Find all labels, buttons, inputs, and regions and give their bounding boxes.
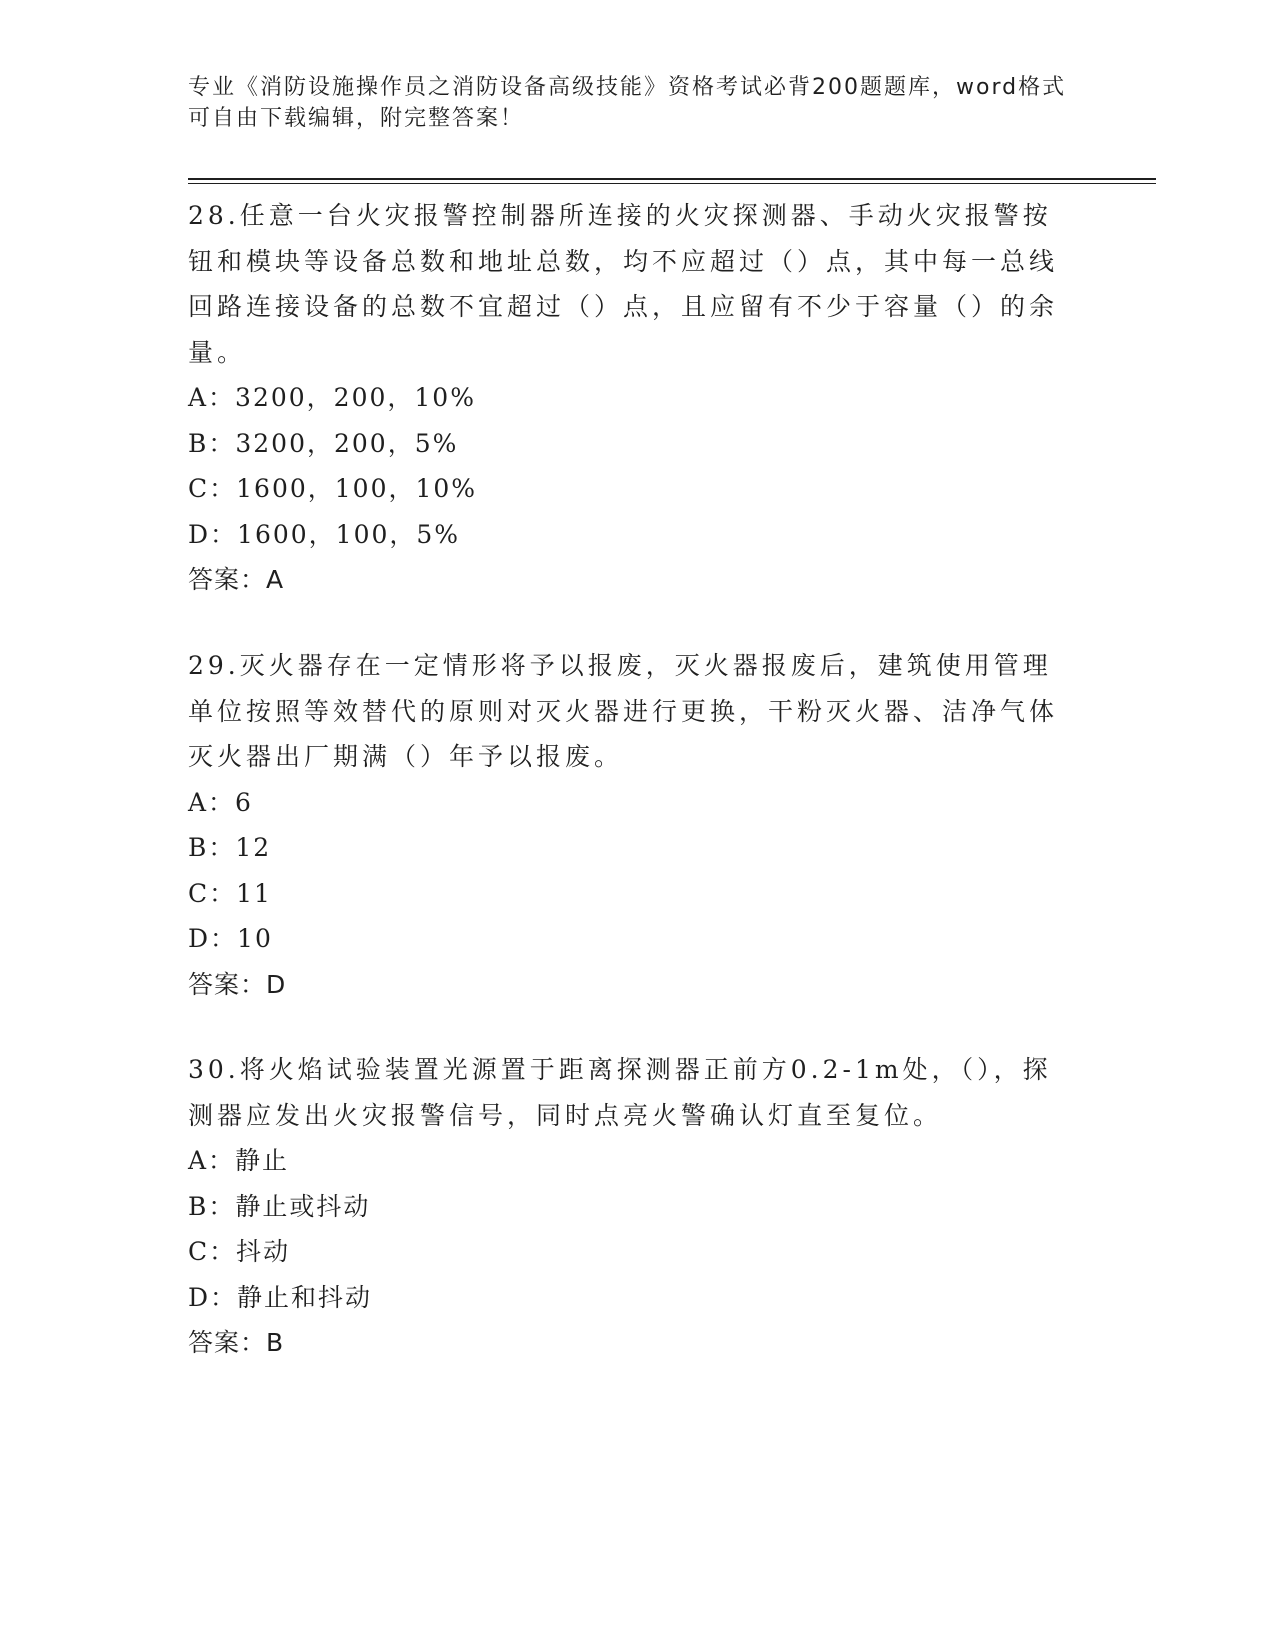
answer: 答案：A (188, 565, 285, 594)
option-c: C：抖动 (188, 1237, 291, 1266)
answer: 答案：D (188, 969, 287, 999)
option-b: B：3200，200，5% (188, 428, 459, 458)
header-divider-thick (188, 178, 1156, 180)
question-stem: 28.任意一台火灾报警控制器所连接的火灾探测器、手动火灾报警按钮和模块等设备总数和地址总数，均不应超过（）点，其中每一总线回路连接设备的总数不宜超过（）点，且应留有不少于容量（）的余量。 (188, 201, 1059, 367)
option-b: B：静止或抖动 (188, 1191, 371, 1221)
question-stem: 30.将火焰试验装置光源置于距离探测器正前方0.2-1m处，（），探测器应发出火灾报警信号，同时点亮火警确认灯直至复位。 (188, 1055, 1052, 1130)
question-29 (188, 643, 1078, 1007)
option-a: A：6 (188, 787, 253, 817)
header-divider-thin (188, 183, 1156, 184)
answer: 答案：B (188, 1328, 285, 1357)
option-d: D：静止和抖动 (188, 1282, 373, 1312)
option-d: D：1600，100，5% (188, 519, 461, 549)
option-c: C：1600，100，10% (188, 474, 478, 503)
document-header: 专业《消防设施操作员之消防设备高级技能》资格考试必背200题题库，word格式可自由下载编辑，附完整答案！ (188, 75, 1067, 131)
option-a: A：3200，200，10% (188, 383, 476, 412)
option-a: A：静止 (188, 1146, 290, 1175)
option-c: C：11 (188, 878, 272, 908)
option-d: D：10 (188, 924, 273, 953)
option-b: B：12 (188, 833, 272, 862)
question-stem: 29.灭火器存在一定情形将予以报废，灭火器报废后，建筑使用管理单位按照等效替代的原则对灭火器进行更换，干粉灭火器、洁净气体灭火器出厂期满（）年予以报废。 (188, 651, 1059, 771)
question-28 (188, 193, 1078, 603)
question-30 (188, 1047, 1078, 1366)
